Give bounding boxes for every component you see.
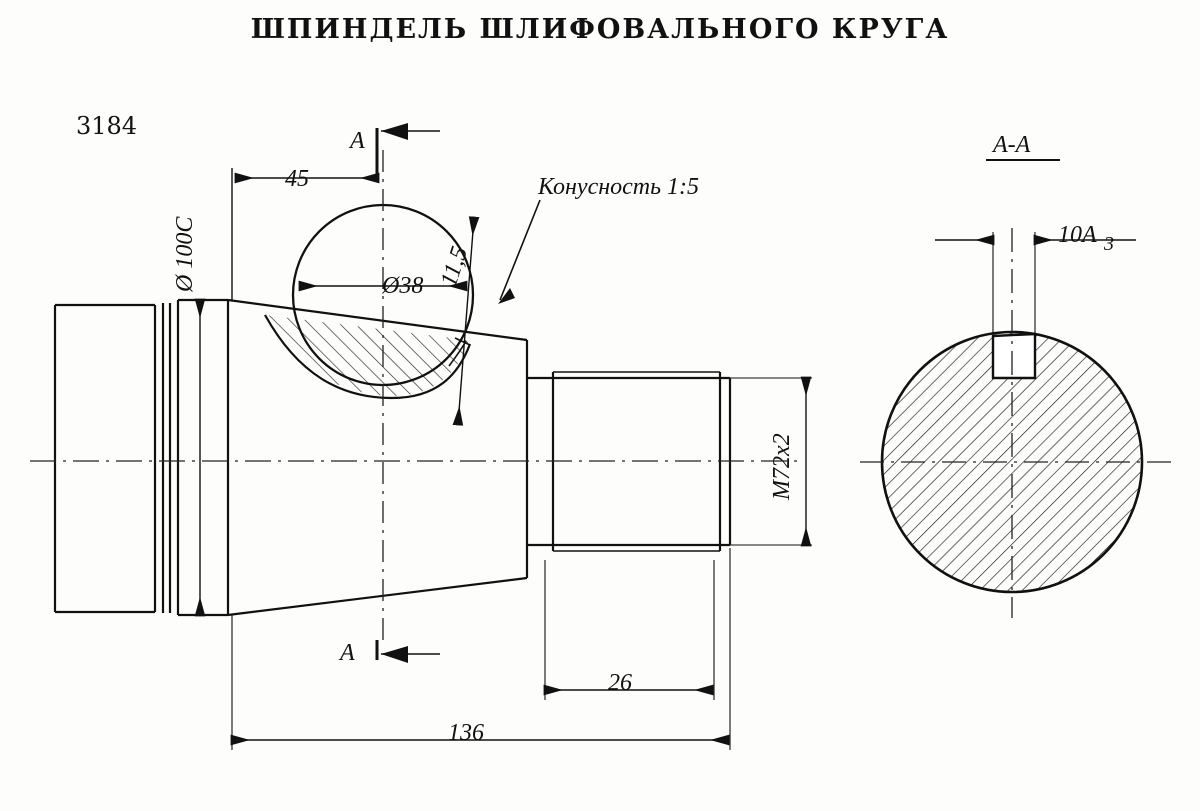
taper-bottom-edge (228, 578, 527, 615)
dim-label-38: Ø38 (382, 273, 424, 299)
leader-taper-arrow (498, 288, 515, 304)
dim-label-136: 136 (448, 720, 484, 746)
dim-label-45: 45 (285, 166, 309, 192)
dim-label-keyway-sub: 3 (1104, 233, 1114, 255)
section-view-label: A-A (993, 132, 1031, 158)
section-view-a-a (860, 160, 1175, 618)
note-taper: Конусность 1:5 (538, 174, 700, 200)
section-arrow-top (381, 123, 408, 140)
leader-taper (500, 200, 540, 300)
page-title: ШПИНДЕЛЬ ШЛИФОВАЛЬНОГО КРУГА (250, 14, 950, 45)
section-arrow-bottom (381, 646, 408, 663)
part-number: 3184 (76, 112, 138, 140)
dim-label-11-5: 11,5 (435, 243, 474, 290)
section-mark-top-label: A (350, 128, 365, 154)
dim-label-keyway: 10A (1058, 222, 1097, 248)
section-keyway (993, 334, 1035, 378)
section-mark-bottom-label: A (340, 640, 355, 666)
dim-label-100c: Ø 100С (172, 216, 198, 292)
dim-label-26: 26 (608, 670, 632, 696)
dim-label-m72: M72x2 (769, 433, 795, 500)
